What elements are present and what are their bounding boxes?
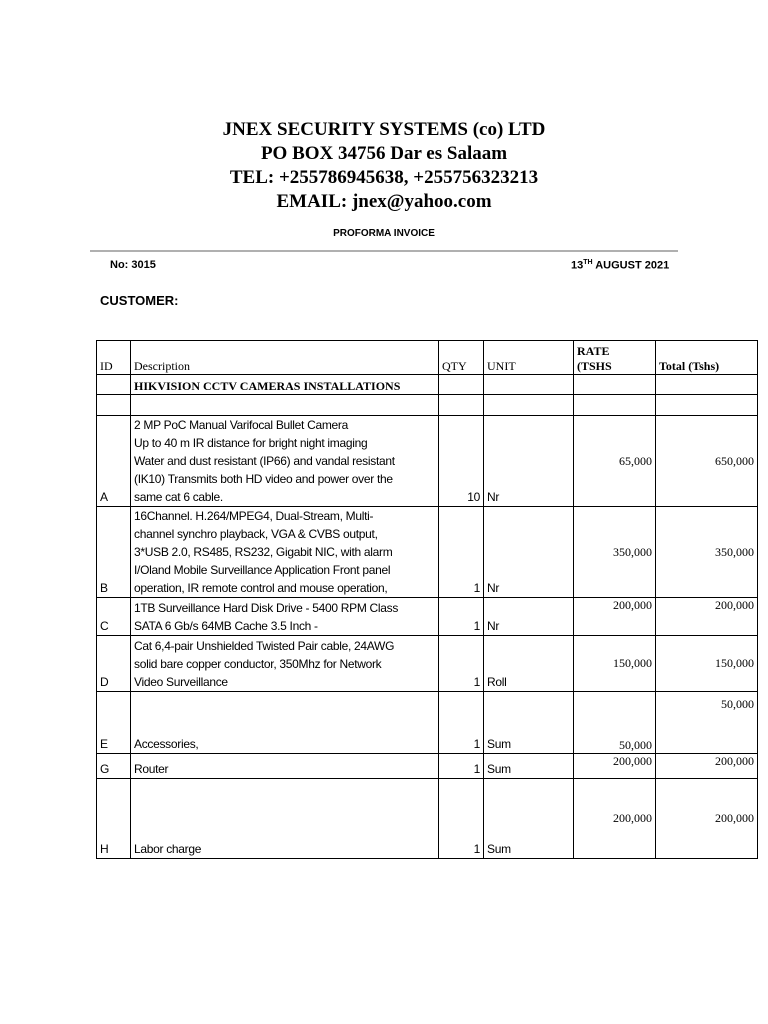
row-id: D	[97, 636, 131, 692]
invoice-number: No: 3015	[110, 259, 156, 271]
spacer-cell	[574, 395, 656, 416]
row-total-value: 350,000	[715, 544, 754, 559]
row-description	[131, 507, 439, 598]
row-qty: 1	[439, 636, 484, 692]
section-empty-cell	[574, 375, 656, 395]
row-description	[131, 754, 439, 779]
table-header-row	[97, 341, 758, 375]
description-line: channel synchro playback, VGA & CVBS output,	[134, 527, 378, 541]
header-rate-line1: RATE	[577, 344, 610, 358]
description-line: 16Channel. H.264/MPEG4, Dual-Stream, Multi-	[134, 509, 374, 523]
company-name: JNEX SECURITY SYSTEMS (co) LTD	[222, 119, 546, 140]
row-total	[656, 692, 758, 754]
header-qty: QTY	[439, 341, 484, 375]
spacer-row	[97, 395, 758, 416]
section-empty-cell	[656, 375, 758, 395]
description-line: Router	[134, 762, 169, 776]
row-id: C	[97, 598, 131, 636]
row-id: G	[97, 754, 131, 779]
row-rate: 200,000	[574, 598, 656, 636]
description-line: Water and dust resistant (IP66) and vandal resistant	[134, 454, 395, 468]
description-line: Up to 40 m IR distance for bright night imaging	[134, 436, 368, 450]
description-line: Labor charge	[134, 842, 202, 856]
description-line: Accessories,	[134, 737, 199, 751]
date-suffix: TH	[583, 259, 593, 266]
invoice-table	[96, 340, 758, 859]
section-title: HIKVISION CCTV CAMERAS INSTALLATIONS	[131, 375, 439, 395]
company-address: PO BOX 34756 Dar es Salaam	[260, 143, 508, 164]
row-description	[131, 416, 439, 507]
header-total: Total (Tshs)	[656, 341, 758, 375]
row-unit: Sum	[484, 779, 574, 859]
table-row	[97, 754, 758, 779]
table-row	[97, 416, 758, 507]
table-row	[97, 636, 758, 692]
row-rate: 50,000	[574, 692, 656, 754]
company-tel: TEL: +255786945638, +255756323213	[229, 167, 539, 188]
spacer-cell	[131, 395, 439, 416]
row-qty: 1	[439, 598, 484, 636]
company-email: EMAIL: jnex@yahoo.com	[276, 191, 492, 212]
row-rate: 65,000	[574, 416, 656, 507]
description-line: Cat 6,4-pair Unshielded Twisted Pair cable, 24AWG	[134, 639, 395, 653]
table-row	[97, 779, 758, 859]
spacer-cell	[439, 395, 484, 416]
row-total-value: 200,000	[715, 598, 754, 612]
section-empty-cell	[484, 375, 574, 395]
description-line: I/Oland Mobile Surveillance Application Front panel	[134, 563, 391, 577]
row-total-value: 650,000	[715, 453, 754, 468]
description-line: same cat 6 cable.	[134, 490, 223, 504]
description-line: solid bare copper conductor, 350Mhz for Network	[134, 657, 382, 671]
row-total	[656, 416, 758, 507]
row-qty: 1	[439, 507, 484, 598]
row-unit: Nr	[484, 416, 574, 507]
table-row	[97, 598, 758, 636]
row-unit: Roll	[484, 636, 574, 692]
row-unit: Nr	[484, 507, 574, 598]
row-total	[656, 636, 758, 692]
row-id: B	[97, 507, 131, 598]
description-line: SATA 6 Gb/s 64MB Cache 3.5 Inch -	[134, 619, 318, 633]
customer-label: CUSTOMER:	[100, 293, 179, 308]
row-total	[656, 779, 758, 859]
row-total	[656, 507, 758, 598]
invoice-date	[571, 259, 669, 272]
document-title: PROFORMA INVOICE	[333, 228, 435, 239]
description-line: operation, IR remote control and mouse operation,	[134, 581, 388, 595]
description-line: 3*USB 2.0, RS485, RS232, Gigabit NIC, with alarm	[134, 545, 393, 559]
header-id: ID	[97, 341, 131, 375]
section-empty-cell	[439, 375, 484, 395]
section-row	[97, 375, 758, 395]
row-rate: 150,000	[574, 636, 656, 692]
row-description	[131, 779, 439, 859]
row-total-value: 50,000	[721, 697, 754, 711]
header-divider	[90, 250, 678, 252]
description-line: Video Surveillance	[134, 675, 228, 689]
row-qty: 10	[439, 416, 484, 507]
row-unit: Sum	[484, 692, 574, 754]
company-header	[0, 118, 768, 214]
row-description	[131, 598, 439, 636]
header-description: Description	[131, 341, 439, 375]
table-row	[97, 507, 758, 598]
row-total-value: 150,000	[715, 656, 754, 670]
row-rate: 200,000	[574, 754, 656, 779]
description-line: (IK10) Transmits both HD video and power over the	[134, 472, 393, 486]
row-unit: Nr	[484, 598, 574, 636]
row-id: A	[97, 416, 131, 507]
row-total-value: 200,000	[715, 754, 754, 768]
row-total-value: 200,000	[715, 811, 754, 825]
spacer-cell	[484, 395, 574, 416]
row-qty: 1	[439, 692, 484, 754]
spacer-cell	[656, 395, 758, 416]
row-qty: 1	[439, 754, 484, 779]
header-unit: UNIT	[484, 341, 574, 375]
row-rate: 200,000	[574, 779, 656, 859]
row-total	[656, 754, 758, 779]
row-description	[131, 692, 439, 754]
row-qty: 1	[439, 779, 484, 859]
header-rate-line2: (TSHS	[577, 359, 612, 373]
date-rest: AUGUST 2021	[592, 259, 670, 272]
table-row	[97, 692, 758, 754]
row-rate: 350,000	[574, 507, 656, 598]
row-total	[656, 598, 758, 636]
section-id-cell	[97, 375, 131, 395]
description-line: 1TB Surveillance Hard Disk Drive - 5400 RPM Class	[134, 601, 399, 615]
row-description	[131, 636, 439, 692]
row-id: H	[97, 779, 131, 859]
date-day: 13	[571, 259, 584, 272]
description-line: 2 MP PoC Manual Varifocal Bullet Camera	[134, 418, 348, 432]
row-id: E	[97, 692, 131, 754]
header-rate	[574, 341, 656, 375]
row-unit: Sum	[484, 754, 574, 779]
spacer-cell	[97, 395, 131, 416]
